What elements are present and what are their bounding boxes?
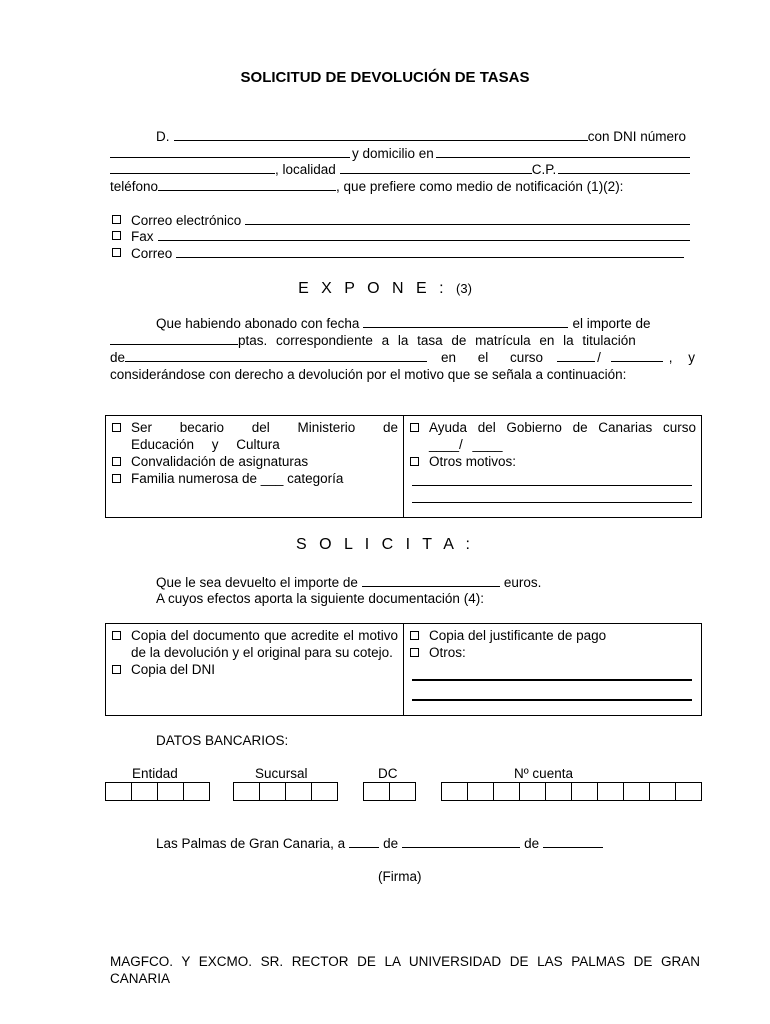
option-label: Correo electrónico: [131, 213, 242, 228]
reason-label: Convalidación de asignaturas: [131, 454, 309, 469]
checkbox-doc-dni[interactable]: [112, 665, 121, 674]
line-name-dni: [156, 128, 686, 145]
year-field[interactable]: [543, 835, 603, 848]
firma-label: (Firma): [378, 869, 422, 884]
doc-justificante: [408, 627, 696, 644]
option-fax: [110, 228, 690, 245]
sucursal-label: Sucursal: [255, 766, 308, 781]
d-prefix: D.: [156, 129, 170, 144]
line-dni-domicilio: [110, 145, 690, 162]
reasons-table: [105, 415, 702, 518]
dni-label: con DNI número: [587, 129, 686, 144]
reason-label: Familia numerosa de ___ categoría: [131, 471, 344, 486]
dc-label: DC: [378, 766, 398, 781]
importe-euros-field[interactable]: [362, 574, 500, 587]
curso-label: en el curso: [441, 350, 544, 365]
otros-motivos-line-1[interactable]: [412, 470, 692, 486]
solicita-line-2: A cuyos efectos aporta la siguiente documentación (4):: [156, 591, 484, 606]
reason-label: Ayuda del Gobierno de Canarias curso ____/ ____: [429, 420, 696, 452]
entidad-cells[interactable]: [105, 782, 210, 801]
de-label-1: de: [383, 836, 399, 851]
solicita-heading: S O L I C I T A :: [296, 536, 474, 553]
solicita-line-1: [156, 574, 686, 591]
curso-inicio-field[interactable]: [557, 349, 595, 362]
docs-left-cell: [106, 624, 404, 716]
curso-fin-field[interactable]: [611, 349, 663, 362]
titulacion-field[interactable]: [125, 349, 427, 362]
domicilio-label: y domicilio en: [352, 146, 434, 161]
euros-label: euros.: [503, 575, 542, 590]
line-telefono: [110, 178, 690, 195]
option-label: Correo: [131, 246, 173, 261]
localidad-field[interactable]: [340, 161, 532, 174]
line-localidad-cp: [110, 161, 690, 178]
doc-label: Otros:: [429, 645, 466, 660]
sucursal-cells[interactable]: [233, 782, 338, 801]
checkbox-convalidacion[interactable]: [112, 457, 121, 466]
footer-addressee: MAGFCO. Y EXCMO. SR. RECTOR DE LA UNIVERSIDAD DE LAS PALMAS DE GRAN CANARIA: [110, 954, 700, 986]
doc-label: Copia del justificante de pago: [429, 628, 607, 643]
telefono-field[interactable]: [158, 178, 336, 191]
checkbox-fax[interactable]: [112, 231, 121, 240]
checkbox-otros-motivos[interactable]: [410, 457, 419, 466]
signature-place-date: [156, 835, 656, 852]
comma-y: , y: [668, 350, 695, 365]
titulacion-label: ptas. correspondiente a la tasa de matrícula en la titulación: [238, 333, 636, 348]
correo-field[interactable]: [176, 245, 684, 258]
entidad-label: Entidad: [132, 766, 178, 781]
document-title: SOLICITUD DE DEVOLUCIÓN DE TASAS: [240, 69, 530, 86]
notificacion-label: , que prefiere como medio de notificación (1)(2):: [336, 179, 624, 194]
fecha-field[interactable]: [363, 315, 568, 328]
reasons-right-cell: [404, 416, 702, 518]
checkbox-doc-otros[interactable]: [410, 648, 419, 657]
place-label: Las Palmas de Gran Canaria, a: [156, 836, 346, 851]
doc-label: Copia del DNI: [131, 662, 216, 677]
curso-separator: /: [597, 350, 601, 365]
checkbox-doc-acreditativo[interactable]: [112, 631, 121, 640]
cp-label: C.P.: [531, 162, 557, 177]
reason-otros: [408, 453, 696, 470]
checkbox-ayuda-canarias[interactable]: [410, 423, 419, 432]
bank-heading: DATOS BANCARIOS:: [156, 733, 289, 748]
importe-label: el importe de: [572, 316, 651, 331]
dc-cells[interactable]: [363, 782, 416, 801]
doc-otros: [408, 644, 696, 661]
domicilio-cont-field[interactable]: [110, 161, 275, 174]
otros-motivos-line-2[interactable]: [412, 487, 692, 503]
documents-table: [105, 623, 702, 716]
expone-line-2: [110, 332, 695, 349]
option-correo-electronico: [110, 212, 690, 229]
expone-note: (3): [456, 281, 472, 296]
option-label: Fax: [131, 229, 154, 244]
otros-docs-line-2[interactable]: [412, 681, 692, 701]
localidad-label: , localidad: [275, 162, 336, 177]
option-correo: [110, 245, 690, 262]
name-field[interactable]: [174, 128, 588, 141]
checkbox-justificante[interactable]: [410, 631, 419, 640]
doc-dni: [110, 661, 398, 678]
day-field[interactable]: [349, 835, 379, 848]
cuenta-label: Nº cuenta: [514, 766, 573, 781]
expone-line-1: [156, 315, 694, 332]
reason-becario: [110, 419, 398, 453]
devuelto-label: Que le sea devuelto el importe de: [156, 575, 358, 590]
domicilio-field[interactable]: [436, 145, 690, 158]
de-label: de: [110, 350, 126, 365]
otros-docs-line-1[interactable]: [412, 661, 692, 681]
expone-heading: [0, 280, 770, 298]
cuenta-cells[interactable]: [441, 782, 702, 801]
reasons-left-cell: [106, 416, 404, 518]
reason-label: Ser becario del Ministerio de Educación y Cultura: [131, 420, 398, 452]
email-field[interactable]: [245, 212, 690, 225]
month-field[interactable]: [402, 835, 520, 848]
cp-field[interactable]: [558, 161, 690, 174]
checkbox-correo[interactable]: [112, 248, 121, 257]
docs-right-cell: [404, 624, 702, 716]
reason-convalidacion: [110, 453, 398, 470]
telefono-label: teléfono: [110, 179, 159, 194]
checkbox-familia-numerosa[interactable]: [112, 474, 121, 483]
de-label-2: de: [524, 836, 540, 851]
fecha-label: Que habiendo abonado con fecha: [156, 316, 360, 331]
reason-label: Otros motivos:: [429, 454, 517, 469]
reason-familia-numerosa: [110, 470, 398, 487]
importe-ptas-field[interactable]: [110, 332, 238, 345]
doc-acreditativo: [110, 627, 398, 661]
expone-line-3: [110, 349, 695, 366]
expone-line-4: considerándose con derecho a devolución por el motivo que se señala a continuación:: [110, 367, 627, 382]
expone-title: E X P O N E :: [298, 280, 448, 297]
dni-field[interactable]: [110, 145, 350, 158]
fax-field[interactable]: [158, 228, 690, 241]
reason-ayuda-canarias: [408, 419, 696, 453]
checkbox-becario[interactable]: [112, 423, 121, 432]
doc-label: Copia del documento que acredite el motivo de la devolución y el original para su cotejo.: [131, 628, 398, 660]
checkbox-correo-electronico[interactable]: [112, 215, 121, 224]
